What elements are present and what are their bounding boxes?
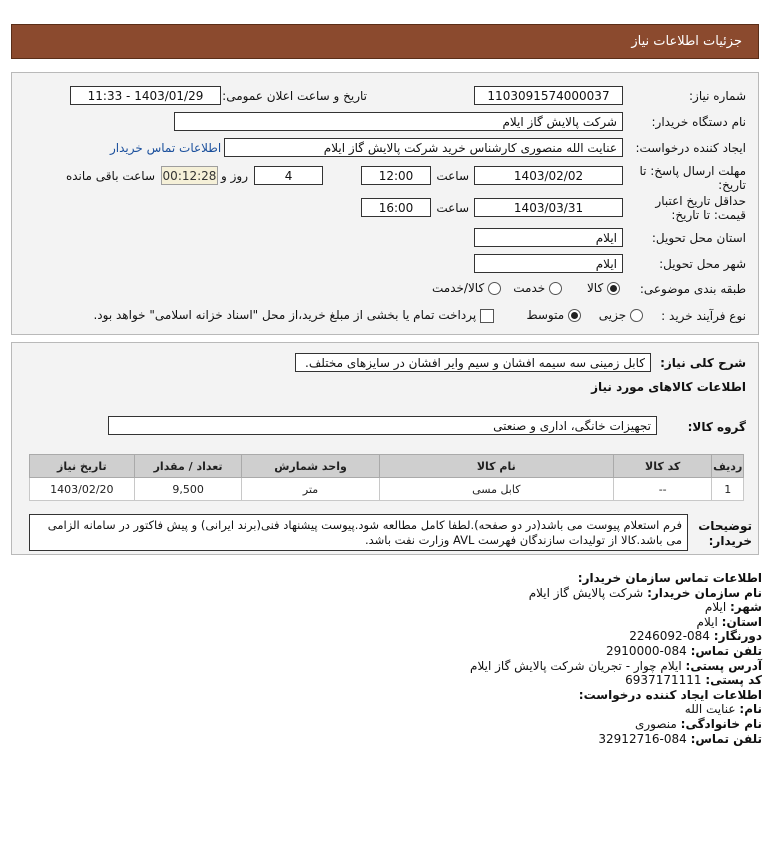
need-number-field: 1103091574000037 xyxy=(474,86,623,105)
city-field: ایلام xyxy=(474,254,623,273)
validity-time-field: 16:00 xyxy=(361,198,431,217)
radio-icon xyxy=(630,309,643,322)
table-cell: 1 xyxy=(712,478,744,501)
column-header: نام کالا xyxy=(379,455,613,478)
last-name-label: نام خانوادگی: xyxy=(680,716,762,731)
category-label: طبقه بندی موضوعی: xyxy=(639,282,746,296)
org-label: نام سازمان خریدار: xyxy=(647,585,762,600)
fax-label: دورنگار: xyxy=(713,629,762,644)
group-field: تجهیزات خانگی، اداری و صنعتی xyxy=(108,416,657,435)
column-header: کد کالا xyxy=(614,455,712,478)
contact-info xyxy=(22,571,762,746)
province-label: استان: xyxy=(721,614,762,629)
creator-phone-value: 084-32912716 xyxy=(598,731,687,746)
days-label: روز و xyxy=(221,169,248,183)
category-option-goods[interactable]: کالا xyxy=(587,281,620,295)
summary-label: شرح کلی نیاز: xyxy=(660,356,746,370)
days-field: 4 xyxy=(254,166,323,185)
request-details-panel xyxy=(11,72,759,335)
buyer-notes-label: توضیحات خریدار: xyxy=(698,519,752,548)
deadline-time-label: ساعت xyxy=(436,169,469,183)
checkbox-icon xyxy=(480,309,494,323)
creator-phone-label: تلفن تماس: xyxy=(690,731,762,746)
table-cell: 1403/02/20 xyxy=(30,478,135,501)
buyer-contact-link[interactable]: اطلاعات تماس خریدار xyxy=(110,141,222,155)
postal-label: کد پستی: xyxy=(705,673,762,688)
first-name-label: نام: xyxy=(739,702,762,717)
address-label: آدرس پستی: xyxy=(685,658,762,673)
need-number-label: شماره نیاز: xyxy=(689,89,746,103)
radio-icon xyxy=(549,282,562,295)
creator-label: ایجاد کننده درخواست: xyxy=(635,141,746,155)
radio-icon xyxy=(488,282,501,295)
phone-label: تلفن تماس: xyxy=(690,643,762,658)
city-label: شهر محل تحویل: xyxy=(659,257,746,271)
table-cell: کابل مسی xyxy=(379,478,613,501)
table-row xyxy=(30,478,744,501)
radio-selected-icon xyxy=(568,309,581,322)
city-value: ایلام xyxy=(704,600,727,615)
process-option-minor[interactable]: جزیی xyxy=(599,308,643,322)
buyer-notes-field: فرم استعلام پیوست می باشد(در دو صفحه).لطفا کامل مطالعه شود.پیوست پیشنهاد فنی(برند ایرانی) و پیش فاکتور در سامانه الزامی می باشد.کالا از تولیدات سازندگان فهرست AVL وزارت نفت باشد. xyxy=(29,514,688,551)
validity-label: حداقل تاریخ اعتبار قیمت: تا تاریخ: xyxy=(655,194,746,222)
first-name-value: عنایت الله xyxy=(684,702,736,717)
table-cell: متر xyxy=(242,478,379,501)
buyer-org-label: نام دستگاه خریدار: xyxy=(651,115,746,129)
validity-date-field: 1403/03/31 xyxy=(474,198,623,217)
group-label: گروه کالا: xyxy=(687,420,746,434)
needs-panel xyxy=(11,342,759,555)
process-option-medium[interactable]: متوسط xyxy=(526,308,581,322)
announce-field: 1403/01/29 - 11:33 xyxy=(70,86,221,105)
summary-field: کابل زمینی سه سیمه افشان و سیم وایر افشان در سایزهای مختلف. xyxy=(295,353,651,372)
items-table xyxy=(29,454,744,501)
items-title: اطلاعات کالاهای مورد نیاز xyxy=(591,380,746,394)
remaining-timer: 00:12:28 xyxy=(161,166,218,185)
table-cell: -- xyxy=(614,478,712,501)
table-header-row xyxy=(30,455,744,478)
province-field: ایلام xyxy=(474,228,623,247)
buyer-org-field: شرکت پالایش گاز ایلام xyxy=(174,112,623,131)
city-label: شهر: xyxy=(730,600,762,615)
remaining-label: ساعت باقی مانده xyxy=(65,169,155,183)
deadline-label: مهلت ارسال پاسخ: تا تاریخ: xyxy=(639,164,746,192)
province-value: ایلام xyxy=(696,614,718,629)
deadline-time-field: 12:00 xyxy=(361,166,431,185)
announce-label: تاریخ و ساعت اعلان عمومی: xyxy=(222,89,367,103)
column-header: تعداد / مقدار xyxy=(134,455,242,478)
province-label: استان محل تحویل: xyxy=(651,231,746,245)
fax-value: 084-2246092 xyxy=(629,629,710,644)
table-cell: 9,500 xyxy=(134,478,242,501)
org-value: شرکت پالایش گاز ایلام xyxy=(528,585,644,600)
page-title: جزئیات اطلاعات نیاز xyxy=(631,34,742,49)
phone-value: 084-2910000 xyxy=(606,643,687,658)
radio-selected-icon xyxy=(607,282,620,295)
deadline-date-field: 1403/02/02 xyxy=(474,166,623,185)
validity-time-label: ساعت xyxy=(436,201,469,215)
column-header: واحد شمارش xyxy=(242,455,379,478)
last-name-value: منصوری xyxy=(634,716,677,731)
creator-field: عنایت الله منصوری کارشناس خرید شرکت پالایش گاز ایلام xyxy=(224,138,623,157)
category-option-goods-service[interactable]: کالا/خدمت xyxy=(432,281,501,295)
postal-value: 6937171111 xyxy=(625,673,702,688)
category-option-service[interactable]: خدمت xyxy=(513,281,562,295)
contact-title: اطلاعات تماس سازمان خریدار: xyxy=(577,571,762,585)
column-header: ردیف xyxy=(712,455,744,478)
address-value: ایلام چوار - تجریان شرکت پالایش گاز ایلام xyxy=(470,658,682,673)
creator-title: اطلاعات ایجاد کننده درخواست: xyxy=(578,687,762,702)
column-header: تاریخ نیاز xyxy=(30,455,135,478)
treasury-payment-checkbox[interactable]: پرداخت تمام یا بخشی از مبلغ خرید،از محل "اسناد خزانه اسلامی" خواهد بود. xyxy=(93,308,494,323)
process-label: نوع فرآیند خرید : xyxy=(661,309,746,323)
page-header xyxy=(11,24,759,59)
